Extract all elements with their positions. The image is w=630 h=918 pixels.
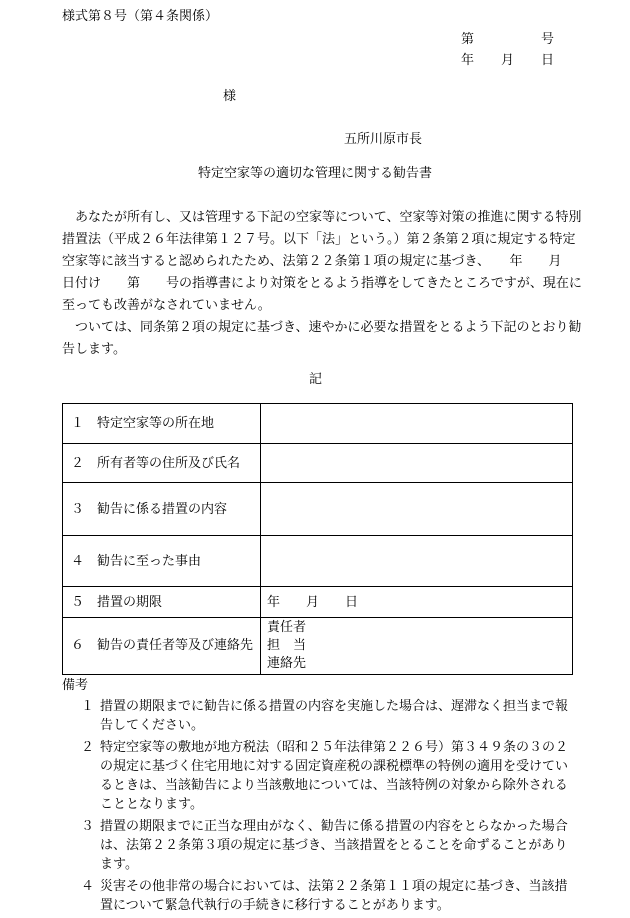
ki-heading: 記	[309, 372, 323, 387]
list-item	[62, 877, 582, 915]
item-label: ５ 措置の期限	[63, 587, 261, 618]
doc-number-suffix: 号	[541, 32, 555, 47]
list-item	[62, 738, 582, 814]
item-label: ６ 勧告の責任者等及び連絡先	[63, 618, 261, 675]
responsible-line: 連絡先	[267, 656, 307, 671]
body-paragraph-2: ついては、同条第２項の規定に基づき、速やかに必要な措置をとるよう下記のとおり勧告します。	[62, 320, 582, 357]
note-number: ４	[80, 879, 94, 894]
note-number: ２	[80, 740, 94, 755]
item-value	[261, 483, 573, 536]
date-year: 年	[461, 53, 475, 68]
table-row	[63, 587, 573, 618]
table-row	[63, 444, 573, 483]
item-value	[261, 536, 573, 587]
sender-name: 五所川原市長	[344, 132, 423, 147]
list-item	[62, 817, 582, 874]
note-number: ３	[80, 819, 94, 834]
item-value	[261, 404, 573, 444]
body-paragraph-1: あなたが所有し、又は管理する下記の空家等について、空家等対策の推進に関する特別措置法（平成２６年法律第１２７号。以下「法」という。）第２条第２項に規定する特定空家等に該当すると認められたため、法第２２条第１項の規定に基づき、 年 月 日付け 第 号の指導書により対策をとるよう指導をしてきたところですが、現在に至っても改善がなされていません。	[62, 210, 588, 313]
note-number: １	[80, 699, 94, 714]
note-text: 措置の期限までに勧告に係る措置の内容を実施した場合は、遅滞なく担当まで報告してください。	[100, 699, 569, 733]
date-month: 月	[501, 53, 515, 68]
date-day: 日	[541, 53, 555, 68]
document-title: 特定空家等の適切な管理に関する勧告書	[198, 166, 433, 181]
remarks-heading: 備考	[62, 678, 89, 693]
note-text: 災害その他非常の場合においては、法第２２条第１１項の規定に基づき、当該措置について緊急代執行の手続きに移行することがあります。	[100, 879, 568, 913]
remarks-list	[62, 697, 582, 918]
note-text: 特定空家等の敷地が地方税法（昭和２５年法律第２２６号）第３４９条の３の２の規定に基づく住宅用地に対する固定資産税の課税標準の特例の適用を受けているときは、当該勧告により当該敷地については、当該特例の対象から除外されることとなります。	[100, 740, 569, 812]
table-row	[63, 536, 573, 587]
item-label: ４ 勧告に至った事由	[63, 536, 261, 587]
responsible-contact	[261, 618, 573, 675]
recipient-suffix: 様	[223, 89, 237, 104]
deadline-date: 年 月 日	[261, 587, 573, 618]
table-row	[63, 483, 573, 536]
responsible-line: 責任者	[267, 620, 307, 635]
items-table	[62, 403, 573, 675]
item-value	[261, 444, 573, 483]
table-row	[63, 618, 573, 675]
table-row	[63, 404, 573, 444]
note-text: 措置の期限までに正当な理由がなく、勧告に係る措置の内容をとらなかった場合は、法第２２条第３項の規定に基づき、当該措置をとることを命ずることがあります。	[100, 819, 568, 872]
item-label: ２ 所有者等の住所及び氏名	[63, 444, 261, 483]
form-number: 様式第８号（第４条関係）	[62, 9, 219, 24]
responsible-line: 担 当	[267, 638, 307, 653]
list-item	[62, 697, 582, 735]
body-text	[62, 207, 588, 361]
doc-number-prefix: 第	[461, 32, 475, 47]
item-label: ３ 勧告に係る措置の内容	[63, 483, 261, 536]
item-label: １ 特定空家等の所在地	[63, 404, 261, 444]
